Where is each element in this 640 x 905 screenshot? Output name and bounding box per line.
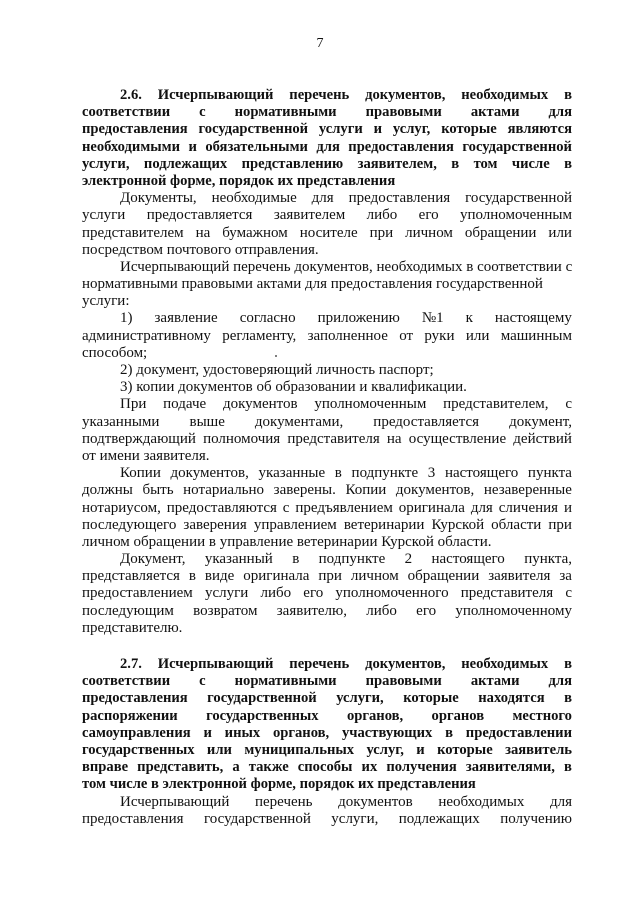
word: документов [222,396,298,413]
word: обращении [407,568,480,585]
word: перечень [289,87,350,103]
text-line [82,310,572,327]
word: уполномоченного [335,585,449,602]
word: нормативными [234,673,337,690]
word: нормативными [234,104,337,121]
word: предоставления [348,138,454,155]
word: необходимых [438,793,525,810]
word: предоставления [82,121,188,138]
word: представителем, [443,396,549,413]
word: заявление [154,310,218,327]
paragraph [82,465,572,551]
word: местного [512,707,572,724]
word: представителя [460,585,554,602]
word: и [203,724,212,741]
word: при [318,568,342,585]
paragraph [82,551,572,637]
word: электронной форме, порядок их представления [82,172,396,189]
word: государственной [462,138,572,155]
word: государственных [206,707,319,724]
word: необходимыми [82,138,181,155]
word: органов [431,707,485,724]
word: документ, [509,413,572,430]
word: виде [204,568,235,585]
word: при [548,516,572,533]
word: личном [405,224,453,241]
word: необходимые [211,190,297,207]
text-line [82,656,572,673]
word: осуществление [408,430,507,447]
text-line [82,225,572,242]
word: предоставляется [146,207,253,224]
text-line [82,482,572,499]
text-line [82,87,572,104]
word: для [470,499,493,516]
word: заверения [183,516,247,533]
word: числе [511,155,550,172]
word: вправе [82,759,129,776]
text-line [82,725,572,742]
text-line [82,551,572,568]
word: заявитель [505,741,572,758]
word: Исчерпывающий [120,793,230,810]
word: нормативными правовыми актами для предоставления государственной [82,276,543,293]
text-line [82,448,572,465]
text-line [82,603,572,620]
word: 3 [427,465,436,482]
word: 2.7. [120,656,142,672]
word: государственной [465,190,572,207]
word: услуги, [331,810,379,827]
word: ветеринарии [343,516,425,533]
word: заявителем, [357,155,437,172]
word: либо [260,585,292,602]
word: предоставления [82,810,184,827]
word: правовыми [365,104,442,121]
word: Документ, [120,551,186,568]
word: государственной [207,690,317,707]
word: том [473,155,498,172]
word: являются [507,121,572,138]
word: Исчерпывающий перечень документов, необходимых в соответствии с [120,258,573,275]
word: необходимых [461,656,549,672]
word: от имени заявителя. [82,447,210,464]
word: заявителю, [276,602,347,619]
word: услуги: [82,293,130,310]
word: в [188,568,196,585]
word: способом; [82,344,148,361]
word: для [548,673,572,690]
word: подлежащих [398,810,480,827]
word: пункта, [524,551,572,568]
word: услуги [82,207,126,224]
word: и [188,138,197,155]
word: государственной [198,121,309,138]
word: 2 [404,551,413,568]
word: действий [513,430,572,447]
word: к [465,310,473,327]
word: последующего [82,516,177,533]
text-line [82,242,572,259]
word: с [282,499,290,516]
word: представить, [137,759,224,776]
word: 2.6. [120,87,142,103]
text-line [82,811,572,828]
word: настоящему [494,310,572,327]
text-line [82,276,572,293]
word: посредством почтового отправления. [82,241,319,258]
word: быть [142,482,174,499]
text-line [82,104,572,121]
word: нотариально [183,482,265,499]
word: указанный [204,551,273,568]
word: 3) копии документов об образовании и квалификации. [120,379,467,396]
word: подлежащих [143,155,228,172]
word: предоставления [348,190,451,207]
word: Курской [431,516,485,533]
word: в [445,724,453,741]
word: Документы, [120,190,197,207]
word: настоящего [444,465,519,482]
word: личном обращении в управление ветеринарии Курской области. [82,533,492,550]
word: предъявлением [295,499,393,516]
word: в [564,759,572,776]
word: соответствии [82,104,171,121]
word: указанные [258,465,326,482]
section-2-7-body [82,794,572,828]
word: на [386,430,402,447]
word: для [548,104,572,121]
word: от [399,327,414,344]
word: заявителя [488,568,551,585]
word: иных [224,724,261,741]
paragraph [82,379,572,396]
text-line [82,742,572,759]
section-2-7-heading [82,656,572,794]
word: с [199,104,206,121]
word: либо [366,602,397,619]
word: заполненное [307,327,388,344]
text-line [82,156,572,173]
word: с [565,585,572,602]
word: участвующих [341,724,433,741]
word: и [563,499,572,516]
word: административному [82,327,211,344]
word: настоящего [431,551,505,568]
word: сличения [498,499,559,516]
paragraph [82,794,572,828]
word: услуги, [336,690,384,707]
word: пункта [527,465,572,482]
word: перечень [254,793,313,810]
text-line [82,190,572,207]
paragraph [82,362,572,379]
word: получения [386,759,457,776]
text-line [82,259,572,276]
text-line [82,690,572,707]
word: государственных [82,741,195,758]
word: либо [366,207,398,224]
word: оригинала [398,499,465,516]
word: для [549,793,572,810]
word: заявителем [273,207,346,224]
word: за [559,568,572,585]
word: или [206,741,232,758]
section-2-6-heading [82,87,572,190]
word: актами [470,104,520,121]
word: 2) документ, удостоверяющий личность паспорт; [120,362,434,378]
word: для [316,138,340,155]
word: 1) [120,310,133,327]
word: распоряжении [82,707,178,724]
word: перечень [289,656,350,672]
word: услуги [318,121,363,138]
word: в [334,465,342,482]
word: или [465,327,490,344]
word: оригинала [243,568,310,585]
text-line [82,568,572,585]
word: Копии [120,465,161,482]
word: которые [437,741,493,758]
word: нотариусом, [82,499,161,516]
word: руки [424,327,455,344]
word: при [369,224,394,241]
text-line [82,534,572,551]
text-line [82,500,572,517]
text-line [82,379,572,396]
word: услуги, [82,155,130,172]
word: уполномоченному [455,602,572,619]
text-line [82,207,572,224]
word: на [195,224,211,241]
word: уполномоченным [314,396,427,413]
word: личном [350,568,399,585]
word: том числе в электронной форме, порядок их представления [82,776,476,793]
text-line [82,414,572,431]
word: получению [500,810,572,827]
word: которые [441,121,497,138]
word: представителем [82,224,184,241]
text-line [82,431,572,448]
word: приложению [317,310,400,327]
word: представляется [82,568,180,585]
text-line [82,121,572,138]
word: и [416,741,425,758]
word: области [491,516,542,533]
text-line [82,585,572,602]
word: документов, [365,656,446,672]
paragraph [82,259,572,311]
word: документов, [170,465,249,482]
paragraph [82,396,572,465]
word: должны [82,482,133,499]
word: возвратом [193,602,258,619]
word: органов, [272,724,330,741]
section-2-6-body [82,190,572,637]
word: также [248,759,289,776]
word: в [564,155,572,172]
word: обращении [464,224,537,241]
word: предоставляются [166,499,277,516]
word: полномочия [203,430,281,447]
word: уполномоченным [459,207,572,224]
word: самоуправления [82,724,191,741]
word: подтверждающий [82,430,196,447]
word: в [564,87,572,103]
word: документов, [395,482,475,499]
word: незаверенные [483,482,572,499]
text-line [82,328,572,345]
text-line [82,673,572,690]
word: для [311,190,334,207]
text-line [82,620,572,637]
text-line [82,362,572,379]
word: предоставляется [373,413,480,430]
word: представителя [287,430,380,447]
word: с [199,673,206,690]
word: подпункте [351,465,419,482]
word: подпункте [318,551,386,568]
word: или [548,224,572,241]
word: с [565,396,572,413]
word: Исчерпывающий [157,87,274,103]
word: и [373,121,383,138]
word: подаче [163,396,207,413]
word: последующим [82,602,174,619]
word: заявителями, [465,759,555,776]
word: а [232,759,240,776]
text-line [82,794,572,811]
word: их [361,759,378,776]
word: его [418,207,439,224]
word: указанными [82,413,160,430]
word: носителе [299,224,358,241]
word: предоставлении [465,724,572,741]
word: государственной [203,810,311,827]
word: его [416,602,437,619]
text-line [82,465,572,482]
word: машинным [500,327,572,344]
word: соответствии [82,673,171,690]
text-line [82,139,572,156]
word: Копии [345,482,387,499]
word: Исчерпывающий [157,656,274,672]
word: бумажном [222,224,288,241]
word: правовыми [365,673,442,690]
text-line [82,173,572,190]
text-line [82,396,572,413]
word: услуги [204,585,249,602]
word: услуг, [392,121,431,138]
word: предоставления [82,690,188,707]
paragraph [82,190,572,259]
word: выше [189,413,225,430]
word: которые [403,690,459,707]
text-line [82,759,572,776]
text-line [82,776,572,793]
word: документов, [365,87,446,103]
word: При [120,396,147,413]
word: документами, [254,413,344,430]
word: управлением [253,516,337,533]
word: органов, [346,707,404,724]
word: услуг, [366,741,404,758]
section-2-7 [82,656,572,828]
word: в [451,155,460,172]
word: представителю. [82,619,183,636]
word: актами [470,673,520,690]
word: находятся [478,690,545,707]
word: в [292,551,300,568]
word: способы [297,759,353,776]
text-line [82,708,572,725]
word: в [564,690,572,707]
word: обязательными [205,138,308,155]
word: представлению [241,155,344,172]
word: согласно [239,310,296,327]
word: заверены. [273,482,336,499]
text-line [82,517,572,534]
word: №1 [421,310,444,327]
word: регламенту, [222,327,297,344]
word: необходимых [461,87,549,103]
word: предоставлением [82,585,193,602]
word: в [564,656,572,672]
text-line [82,345,572,362]
text-line [82,293,572,310]
word: документов [338,793,413,810]
paragraph [82,310,572,362]
section-2-6 [82,87,572,637]
word: его [303,585,324,602]
word: муниципальных [244,741,355,758]
page-number: 7 [316,36,324,51]
